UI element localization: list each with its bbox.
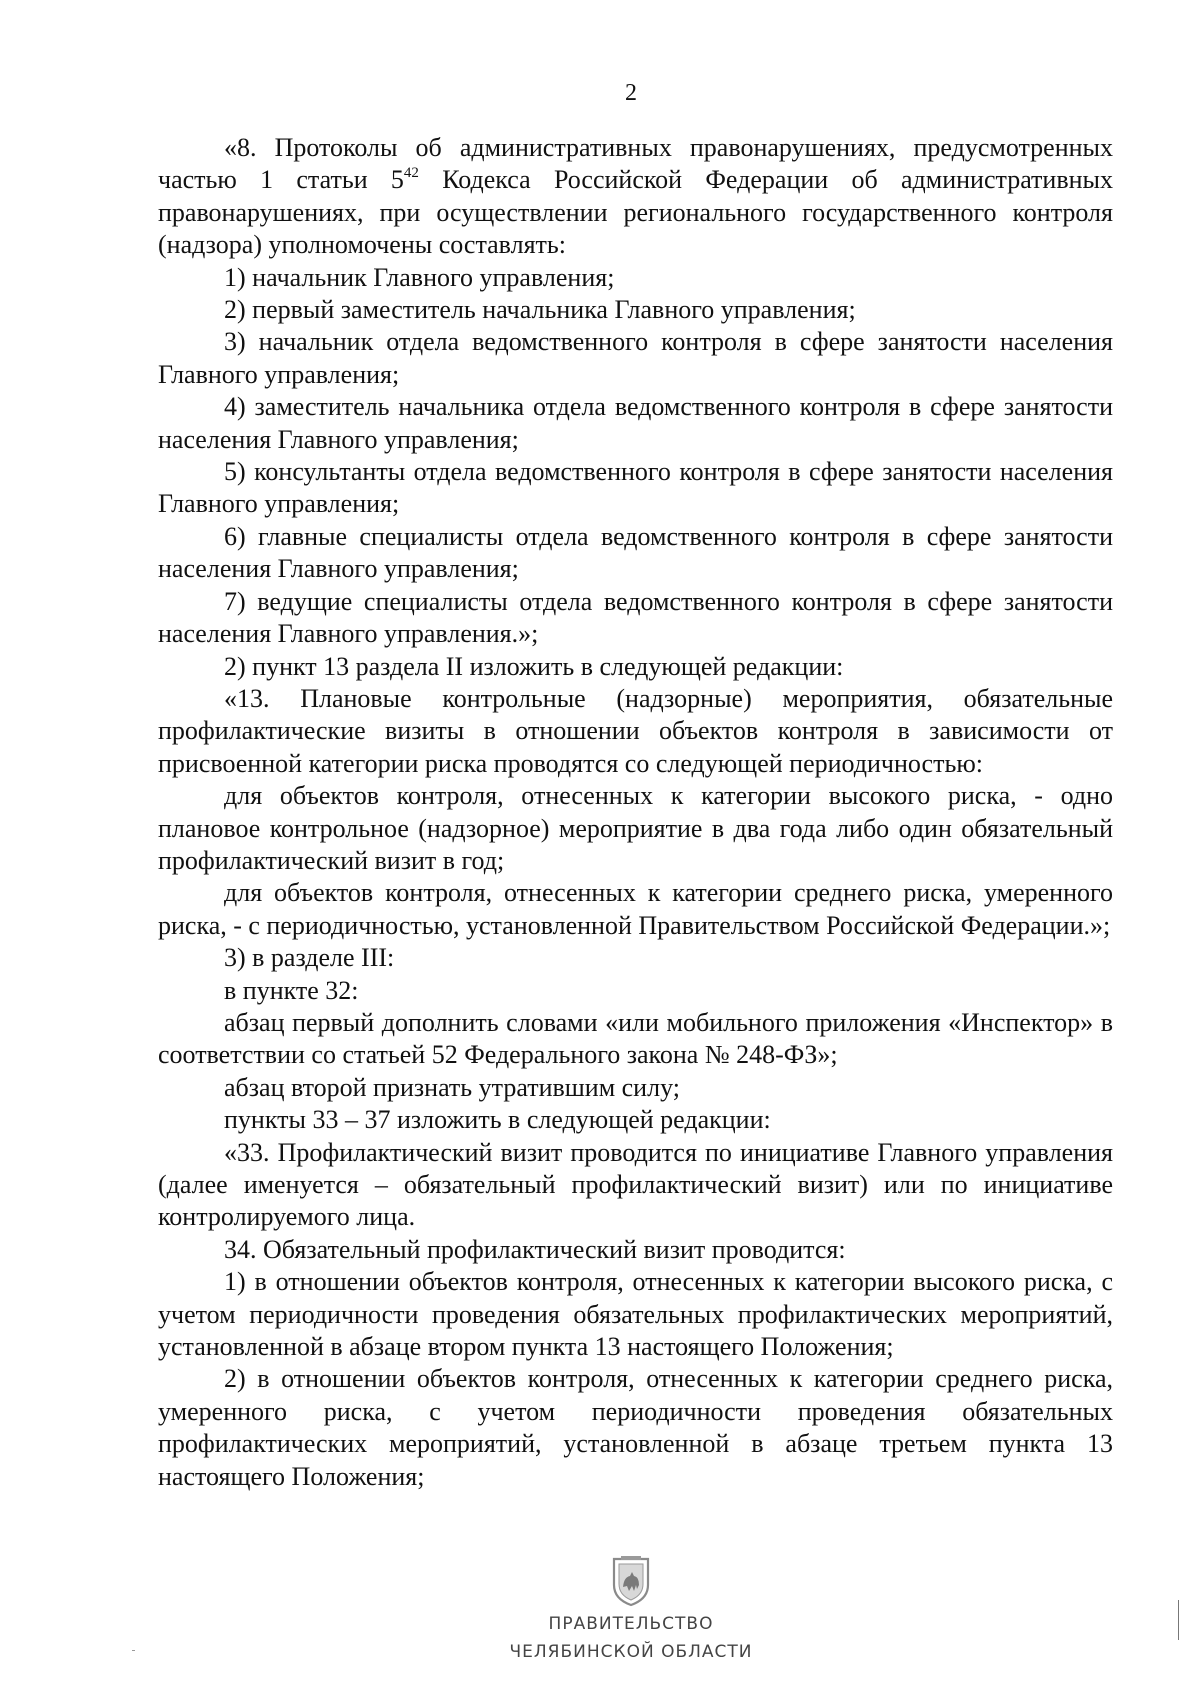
paragraph: для объектов контроля, отнесенных к категории среднего риска, умеренного риска, - с периодичностью, установленной Правительством Российской Федерации.»;	[158, 878, 1113, 940]
seal-line-1: ПРАВИТЕЛЬСТВО	[548, 1614, 714, 1634]
document-body	[158, 132, 1113, 1493]
margin-line	[1178, 1600, 1179, 1640]
paragraph-item-8	[158, 132, 1113, 262]
paragraph: абзац второй признать утратившим силу;	[224, 1072, 680, 1102]
scan-dot	[132, 1650, 135, 1651]
list-item: 7) ведущие специалисты отдела ведомственного контроля в сфере занятости населения Главного управления.»;	[158, 586, 1113, 649]
list-item: 3) начальник отдела ведомственного контроля в сфере занятости населения Главного управления;	[158, 327, 1113, 389]
paragraph: в пункте 32:	[224, 975, 359, 1005]
list-item: 2) в отношении объектов контроля, отнесенных к категории среднего риска, умеренного риска, с учетом периодичности проведения обязательных профилактических мероприятий, установленной в абзаце третьем пункта 13 настоящего Положения;	[158, 1364, 1113, 1491]
paragraph: «33. Профилактический визит проводится по инициативе Главного управления (далее именуется – обязательный профилактический визит) или по инициативе контролируемого лица.	[158, 1137, 1113, 1232]
list-item: 6) главные специалисты отдела ведомственного контроля в сфере занятости населения Главного управления;	[158, 521, 1113, 584]
list-item: 1) в отношении объектов контроля, отнесенных к категории высокого риска, с учетом периодичности проведения обязательных профилактических мероприятий, установленной в абзаце втором пункта 13 настоящего Положения;	[158, 1267, 1113, 1362]
superscript: 42	[403, 165, 419, 182]
paragraph-text: «8. Протоколы об административных правонарушениях, предусмотренных частью 1 статьи 5	[158, 133, 1113, 195]
government-seal	[0, 1555, 1200, 1663]
paragraph: 34. Обязательный профилактический визит проводится:	[224, 1234, 846, 1264]
coat-of-arms-icon	[610, 1555, 652, 1607]
seal-line-2: ЧЕЛЯБИНСКОЙ ОБЛАСТИ	[509, 1642, 753, 1662]
paragraph: 2) пункт 13 раздела II изложить в следующей редакции:	[224, 651, 844, 681]
paragraph-tail: Кодекса Российской Федерации об административных правонарушениях, при осуществлении регионального государственного контроля (надзора) уполномочены составлять:	[158, 165, 1113, 260]
page-number: 2	[625, 80, 637, 106]
list-item: 2) первый заместитель начальника Главного управления;	[224, 295, 856, 325]
paragraph: «13. Плановые контрольные (надзорные) мероприятия, обязательные профилактические визиты в отношении объектов контроля в зависимости от присвоенной категории риска проводятся со следующей периодичностью:	[158, 683, 1113, 778]
list-item: 1) начальник Главного управления;	[224, 262, 615, 292]
paragraph: 3) в разделе III:	[224, 943, 395, 973]
paragraph: для объектов контроля, отнесенных к категории высокого риска, - одно плановое контрольное (надзорное) мероприятие в два года либо один обязательный профилактический визит в год;	[158, 781, 1113, 875]
paragraph: пункты 33 – 37 изложить в следующей редакции:	[224, 1105, 771, 1135]
list-item: 5) консультанты отдела ведомственного контроля в сфере занятости населения Главного управления;	[158, 457, 1113, 519]
paragraph: абзац первый дополнить словами «или мобильного приложения «Инспектор» в соответствии со статьей 52 Федерального закона № 248-ФЗ»;	[158, 1007, 1113, 1070]
list-item: 4) заместитель начальника отдела ведомственного контроля в сфере занятости населения Главного управления;	[158, 392, 1113, 454]
